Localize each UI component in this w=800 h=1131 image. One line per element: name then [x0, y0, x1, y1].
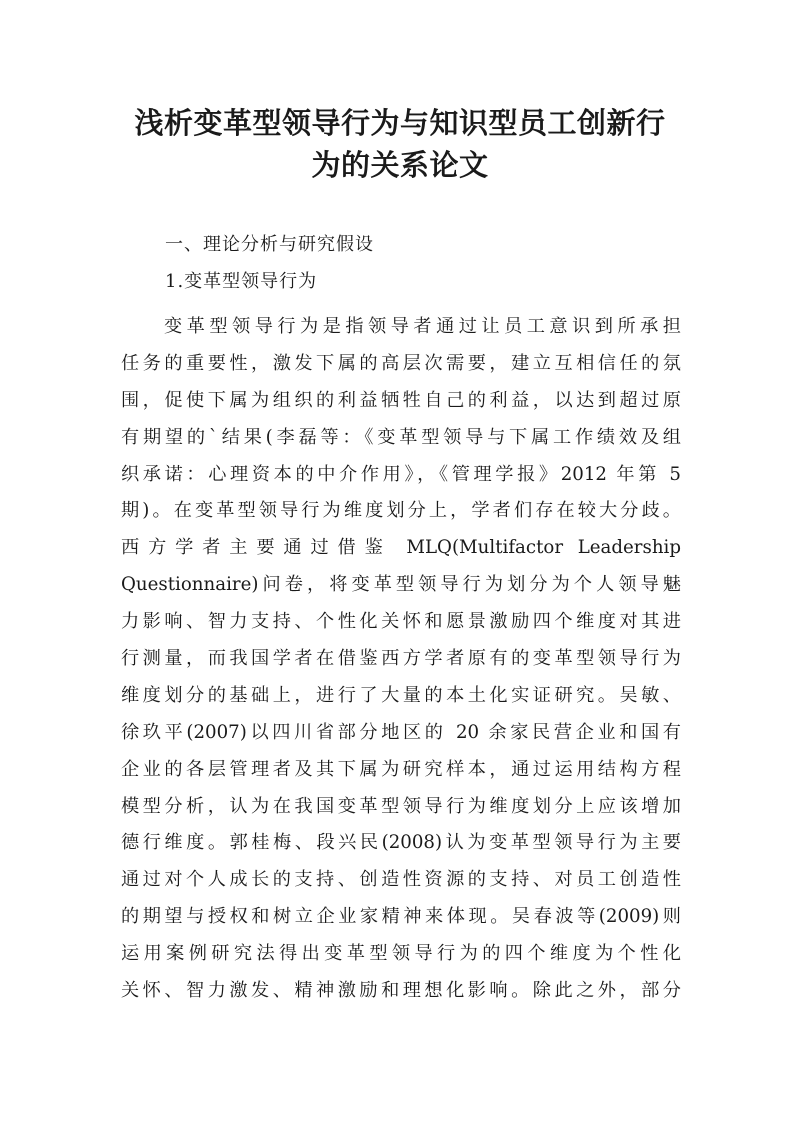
paragraph-line: 有期望的`结果(李磊等：《变革型领导与下属工作绩效及组 [121, 426, 681, 448]
paragraph-line: 行测量，而我国学者在借鉴西方学者原有的变革型领导行为 [121, 648, 681, 670]
paragraph-line: 力影响、智力支持、个性化关怀和愿景激励四个维度对其进 [121, 611, 681, 633]
subsection-heading: 1.变革型领导行为 [165, 271, 318, 292]
paragraph-line: 运用案例研究法得出变革型领导行为的四个维度为个性化 [121, 943, 681, 965]
paragraph-line: 模型分析，认为在我国变革型领导行为维度划分上应该增加 [121, 795, 681, 817]
paragraph-line: 变革型领导行为是指领导者通过让员工意识到所承担 [164, 316, 681, 337]
paragraph-line: 围，促使下属为组织的利益牺牲自己的利益，以达到超过原 [121, 389, 681, 411]
document-title-line-1: 浅析变革型领导行为与知识型员工创新行 [134, 106, 666, 140]
document-title-line-2: 为的关系论文 [311, 148, 489, 182]
paragraph-line: 期)。在变革型领导行为维度划分上，学者们存在较大分歧。 [121, 500, 681, 522]
paragraph-line: 企业的各层管理者及其下属为研究样本，通过运用结构方程 [121, 758, 681, 780]
paragraph-line: 通过对个人成长的支持、创造性资源的支持、对员工创造性 [121, 869, 681, 891]
paragraph-line: 关怀、智力激发、精神激励和理想化影响。除此之外，部分 [121, 980, 681, 1002]
paragraph-line: 德行维度。郭桂梅、段兴民(2008)认为变革型领导行为主要 [121, 832, 681, 854]
paragraph-line: Questionnaire)问卷，将变革型领导行为划分为个人领导魅 [121, 574, 681, 596]
paragraph-line: 织承诺：心理资本的中介作用》，《管理学报》2012 年第 5 [121, 463, 681, 485]
paragraph-line: 维度划分的基础上，进行了大量的本土化实证研究。吴敏、 [121, 684, 681, 706]
paragraph-line: 西方学者主要通过借鉴 MLQ(Multifactor Leadership [121, 537, 681, 559]
paragraph-line: 的期望与授权和树立企业家精神来体现。吴春波等(2009)则 [121, 906, 681, 928]
paragraph-line: 任务的重要性，激发下属的高层次需要，建立互相信任的氛 [121, 352, 681, 374]
body-paragraph [121, 309, 681, 1010]
section-heading: 一、理论分析与研究假设 [165, 234, 374, 255]
paragraph-line: 徐玖平(2007)以四川省部分地区的 20 余家民营企业和国有 [121, 721, 681, 743]
